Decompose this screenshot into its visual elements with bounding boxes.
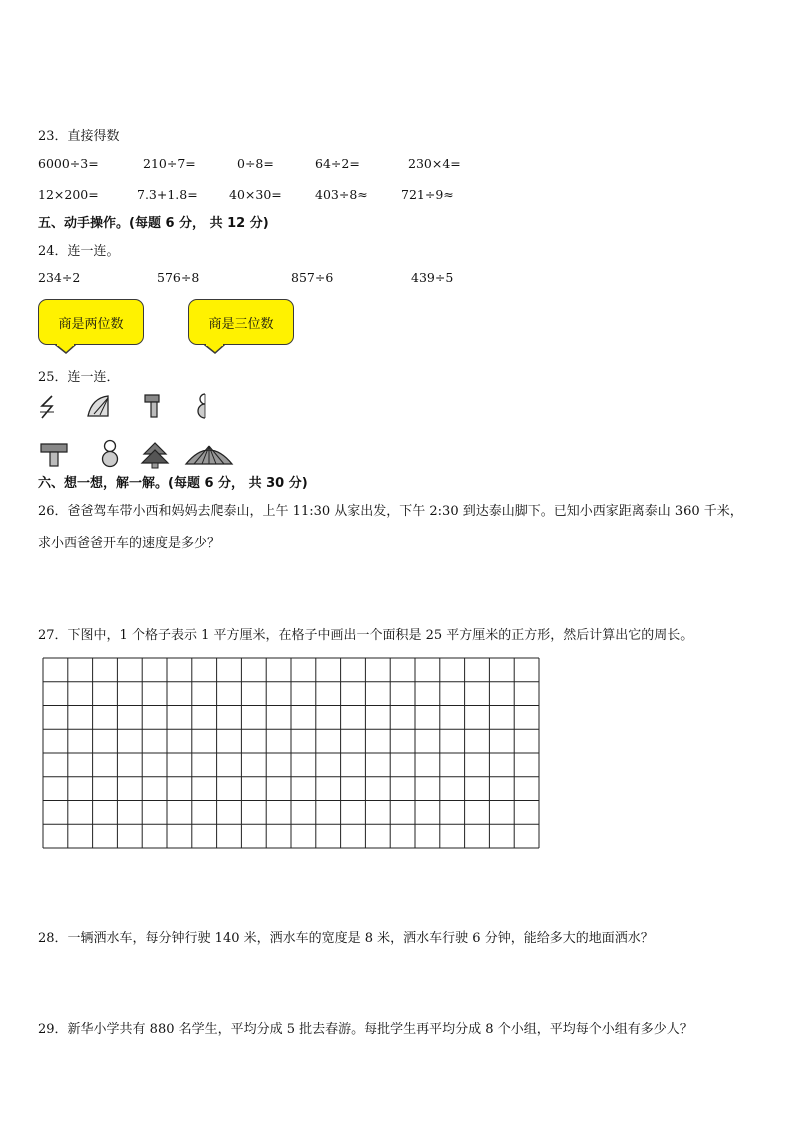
q26-line1: 26．爸爸驾车带小西和妈妈去爬泰山，上午 11:30 从家出发，下午 2:30 到达泰山脚下。已知小西家距离泰山 360 千米， — [38, 504, 743, 519]
mushroom-icon[interactable] — [38, 440, 70, 468]
expression-item: 576÷8 — [157, 270, 200, 285]
calc-item: 403÷8≈ — [315, 187, 368, 202]
calc-item: 721÷9≈ — [401, 187, 454, 202]
calc-item: 230×4= — [408, 156, 461, 171]
calc-item: 12×200= — [38, 187, 99, 202]
expression-item: 234÷2 — [38, 270, 81, 285]
section-heading-5: 五、动手操作。(每题 6 分， 共 12 分) — [38, 216, 269, 231]
tree-icon[interactable] — [140, 441, 170, 469]
q25-title: 25．连一连． — [38, 370, 120, 385]
q29-text: 29．新华小学共有 880 名学生，平均分成 5 批去春游。每批学生再平均分成 8 个小组，平均每个小组有多少人？ — [38, 1022, 693, 1037]
calc-item: 40×30= — [229, 187, 282, 202]
q26-line2: 求小西爸爸开车的速度是多少？ — [38, 536, 221, 551]
calc-item: 0÷8= — [237, 156, 274, 171]
expression-item: 857÷6 — [291, 270, 334, 285]
calc-item: 210÷7= — [143, 156, 196, 171]
q27-text: 27．下图中，1 个格子表示 1 平方厘米，在格子中画出一个面积是 25 平方厘米的正方形，然后计算出它的周长。 — [38, 628, 694, 643]
calc-item: 6000÷3= — [38, 156, 99, 171]
square-grid[interactable] — [42, 657, 542, 851]
section-heading-6: 六、想一想，解一解。(每题 6 分， 共 30 分) — [38, 476, 308, 491]
half-snowman-icon[interactable] — [195, 391, 211, 421]
half-umbrella-icon[interactable] — [86, 394, 112, 420]
calc-item: 7.3+1.8= — [137, 187, 198, 202]
bubble-three-digit-quotient[interactable]: 商是三位数 — [188, 299, 294, 345]
bubble-two-digit-quotient[interactable]: 商是两位数 — [38, 299, 144, 345]
q24-title: 24．连一连。 — [38, 244, 120, 259]
expression-item: 439÷5 — [411, 270, 454, 285]
umbrella-icon[interactable] — [184, 442, 234, 468]
calc-item: 64÷2= — [315, 156, 360, 171]
q23-title: 23．直接得数 — [38, 129, 120, 144]
snowman-icon[interactable] — [98, 438, 122, 468]
half-mushroom-icon[interactable] — [143, 392, 163, 420]
q28-text: 28．一辆洒水车，每分钟行驶 140 米，洒水车的宽度是 8 米，洒水车行驶 6 分钟，能给多大的地面洒水？ — [38, 931, 654, 946]
half-z-shape-icon[interactable] — [38, 394, 60, 420]
